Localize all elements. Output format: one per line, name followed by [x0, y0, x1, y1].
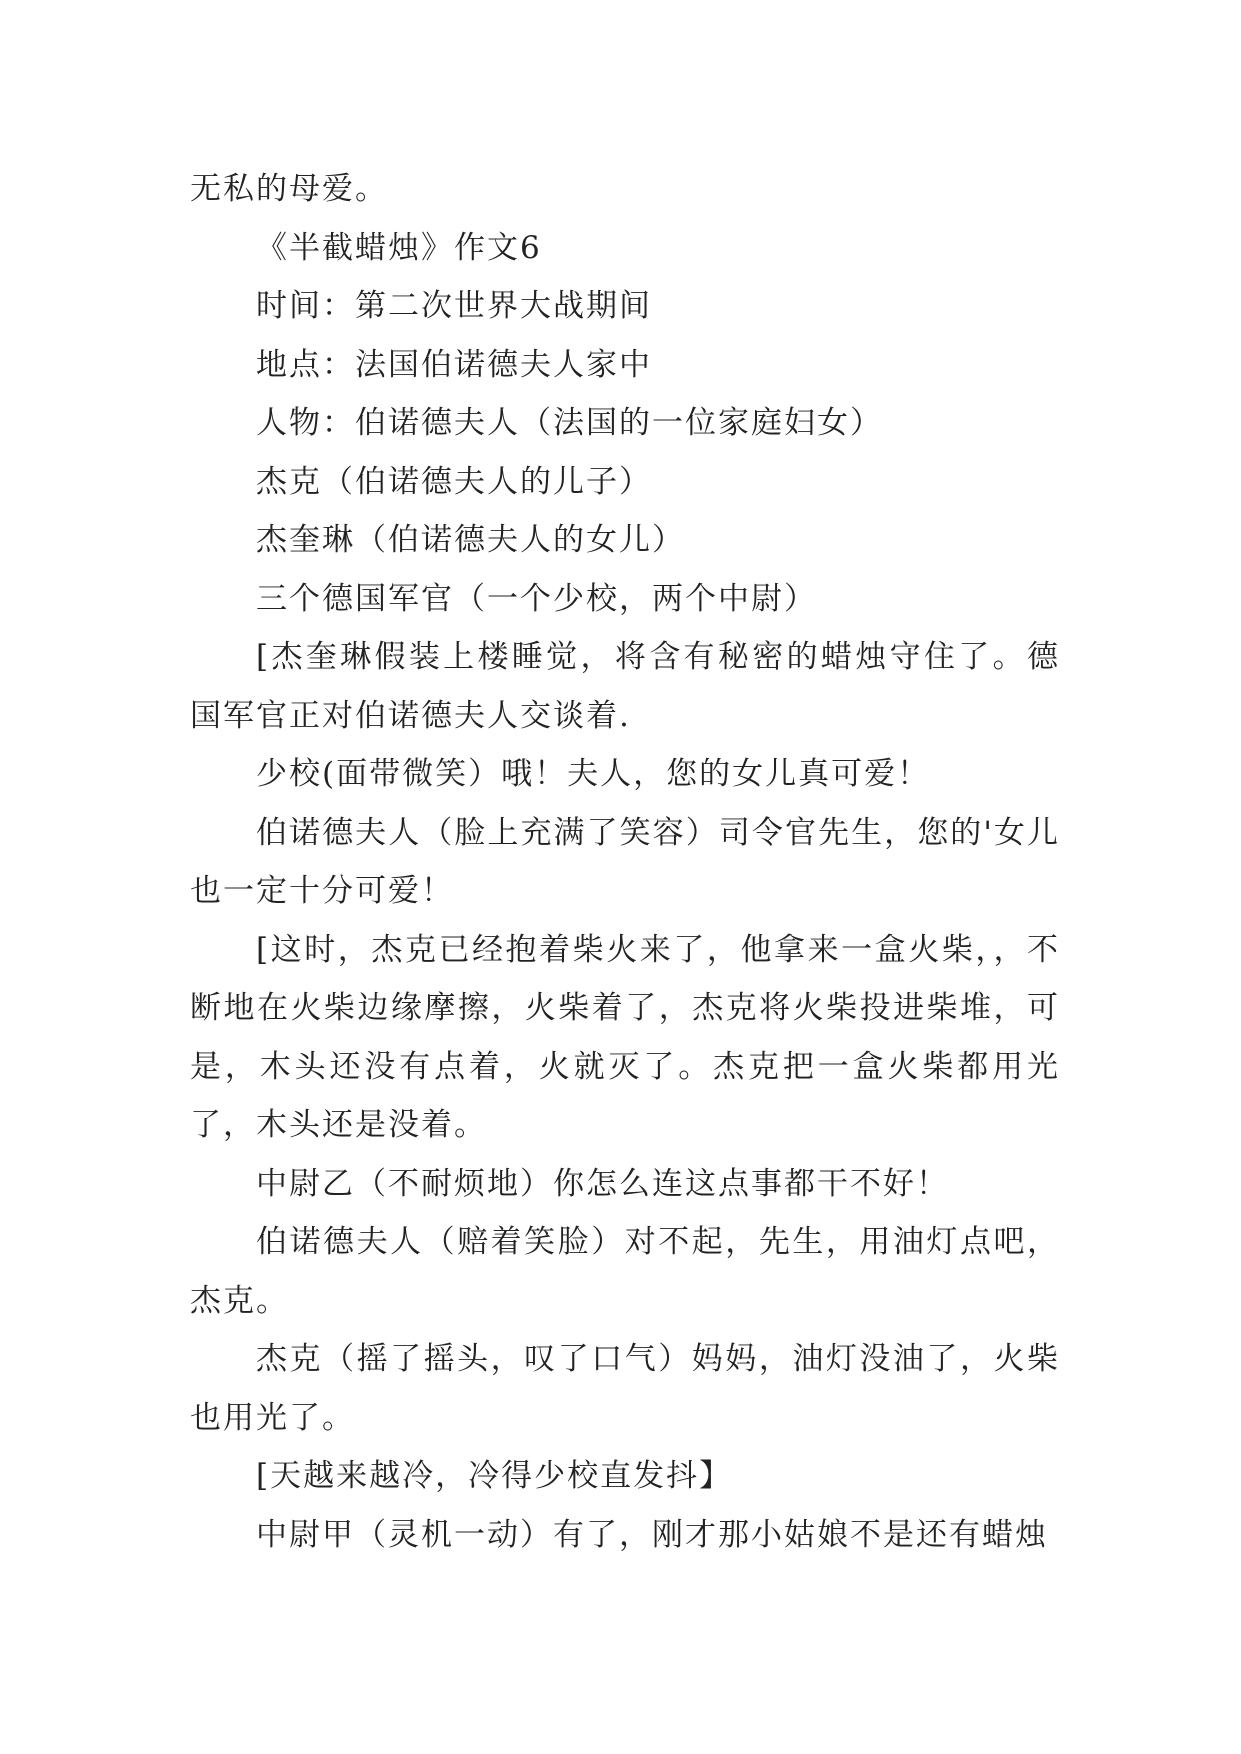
paragraph: [天越来越冷，冷得少校直发抖】	[256, 1458, 733, 1494]
paragraph: 时间：第二次世界大战期间	[256, 288, 652, 324]
paragraph: 伯诺德夫人（脸上充满了笑容）司令官先生，您的'女儿也一定十分可爱！	[190, 814, 1060, 909]
document-body	[190, 160, 1060, 1564]
paragraph: [杰奎琳假装上楼睡觉，将含有秘密的蜡烛守住了。德国军官正对伯诺德夫人交谈着.	[190, 639, 1060, 734]
paragraph: 人物：伯诺德夫人（法国的一位家庭妇女）	[256, 405, 883, 441]
paragraph: 少校(面带微笑）哦！夫人，您的女儿真可爱！	[256, 756, 931, 792]
paragraph: 杰克（摇了摇头，叹了口气）妈妈，油灯没油了，火柴也用光了。	[190, 1341, 1060, 1436]
paragraph: 伯诺德夫人（赔着笑脸）对不起，先生，用油灯点吧，杰克。	[190, 1224, 1060, 1319]
paragraph: 无私的母爱。	[190, 171, 388, 207]
paragraph: 中尉甲（灵机一动）有了，刚才那小姑娘不是还有蜡烛	[256, 1516, 1048, 1553]
essay-title: 《半截蜡烛》作文6	[256, 229, 542, 266]
paragraph: 中尉乙（不耐烦地）你怎么连这点事都干不好！	[256, 1165, 949, 1202]
paragraph: 杰克（伯诺德夫人的儿子）	[256, 463, 652, 500]
paragraph: 杰奎琳（伯诺德夫人的女儿）	[256, 522, 685, 558]
paragraph: 地点：法国伯诺德夫人家中	[256, 346, 652, 383]
paragraph: 三个德国军官（一个少校，两个中尉）	[256, 580, 817, 617]
paragraph: [这时，杰克已经抱着柴火来了，他拿来一盒火柴，，不断地在火柴边缘摩擦，火柴着了，杰克将火柴投进柴堆，可是，木头还没有点着，火就灭了。杰克把一盒火柴都用光了，木头还是没着。	[190, 931, 1060, 1143]
